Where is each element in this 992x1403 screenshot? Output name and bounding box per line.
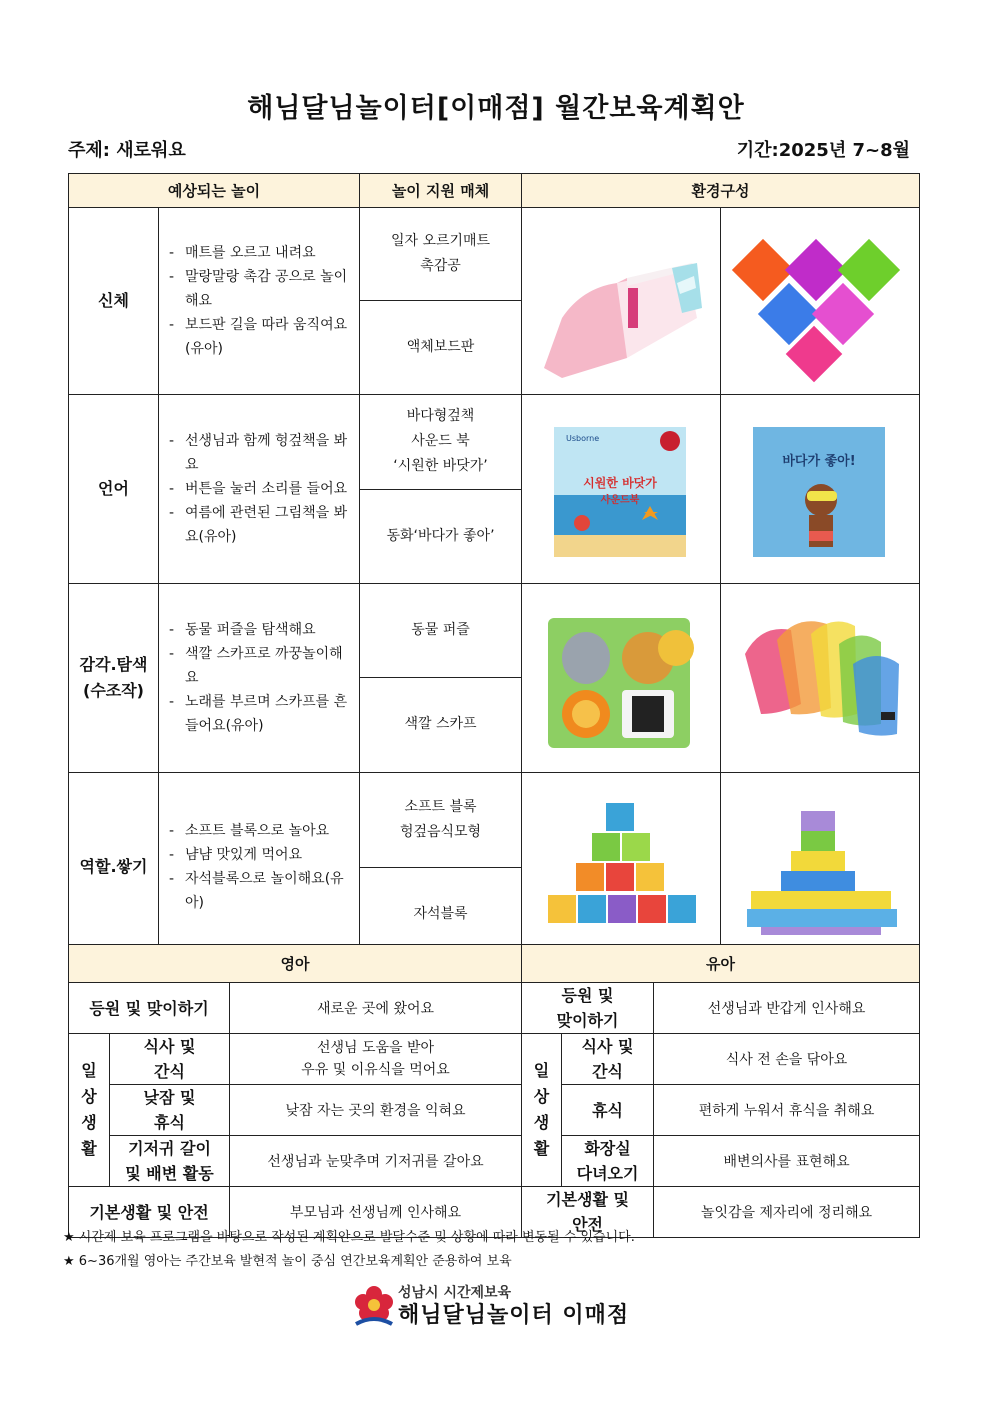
media-physical-bottom: 액체보드판 xyxy=(360,300,522,394)
play-item: - 여름에 관련된 그림책을 봐요(유아) xyxy=(169,501,351,549)
category-physical: 신체 xyxy=(69,208,159,395)
animal-puzzle-icon xyxy=(522,584,721,768)
toddler-daily-life-label: 일 상 생 활 xyxy=(533,1061,550,1158)
header-infant: 영아 xyxy=(69,945,522,983)
note-1: ★ 시간제 보육 프로그램을 바탕으로 작성된 계획안으로 발달수준 및 상황에 따라 변동될 수 있습니다. xyxy=(63,1230,635,1245)
daily-table xyxy=(68,944,920,1238)
media-language-bottom: 동화‘바다가 좋아’ xyxy=(360,489,522,584)
header-toddler: 유아 xyxy=(522,945,920,983)
infant-daily-life-cell xyxy=(69,1034,110,1187)
toddler-arrival-label: 등원 및 맞이하기 xyxy=(522,983,654,1034)
plan-table xyxy=(68,173,920,962)
flower-logo-icon xyxy=(352,1284,396,1328)
infant-basic-label: 기본생활 및 안전 xyxy=(69,1187,230,1238)
infant-basic-text: 부모님과 선생님께 인사해요 xyxy=(230,1187,522,1238)
infant-diaper-label: 기저귀 갈이 및 배변 활동 xyxy=(110,1136,230,1187)
header-media: 놀이 지원 매체 xyxy=(360,174,522,208)
toddler-arrival-text: 선생님과 반갑게 인사해요 xyxy=(654,983,920,1034)
toddler-rest-label: 휴식 xyxy=(562,1085,654,1136)
play-item: - 말랑말랑 촉감 공으로 놀이해요 xyxy=(169,265,351,313)
infant-nap-text: 낮잠 자는 곳의 환경을 익혀요 xyxy=(230,1085,522,1136)
infant-arrival-label: 등원 및 맞이하기 xyxy=(69,983,230,1034)
period-label: 기간:2025년 7~8월 xyxy=(736,140,910,161)
infant-diaper-text: 선생님과 눈맞추며 기저귀를 갈아요 xyxy=(230,1136,522,1187)
play-item: - 동물 퍼즐을 탐색해요 xyxy=(169,618,351,642)
sound-book-icon xyxy=(522,395,721,579)
magnet-blocks-image xyxy=(721,773,920,962)
infant-meal-text: 선생님 도움을 받아 우유 및 이유식을 먹어요 xyxy=(230,1034,522,1085)
play-item: - 자석블록으로 놀이해요(유아) xyxy=(169,867,351,915)
note-2: ★ 6~36개월 영아는 주간보육 발현적 놀이 중심 연간보육계획안 준용하여 보육 xyxy=(63,1254,512,1269)
plays-role-block xyxy=(159,773,360,962)
media-role-bottom: 자석블록 xyxy=(360,867,522,962)
liquid-floor-tile-icon xyxy=(721,208,920,390)
toddler-meal-text: 식사 전 손을 닦아요 xyxy=(654,1034,920,1085)
play-item: - 매트를 오르고 내려요 xyxy=(169,241,351,265)
infant-nap-label: 낮잠 및 휴식 xyxy=(110,1085,230,1136)
infant-daily-life-label: 일 상 생 활 xyxy=(81,1061,97,1158)
toddler-rest-text: 편하게 누워서 휴식을 취해요 xyxy=(654,1085,920,1136)
logo-title: 해님달님놀이터 이매점 xyxy=(398,1303,630,1328)
play-item: - 버튼을 눌러 소리를 들어요 xyxy=(169,477,351,501)
play-item: - 선생님과 함께 헝겊책을 봐요 xyxy=(169,429,351,477)
header-plays: 예상되는 놀이 xyxy=(69,174,360,208)
category-language: 언어 xyxy=(69,395,159,584)
infant-meal-label: 식사 및 간식 xyxy=(110,1034,230,1085)
toddler-daily-life-cell xyxy=(522,1034,562,1187)
toddler-toilet-text: 배변의사를 표현해요 xyxy=(654,1136,920,1187)
book1-publisher: Usborne xyxy=(566,434,600,443)
animal-puzzle-image xyxy=(522,584,721,773)
toddler-basic-text: 놀잇감을 제자리에 정리해요 xyxy=(654,1187,920,1238)
climbing-mat-icon xyxy=(522,208,721,390)
infant-arrival-text: 새로운 곳에 왔어요 xyxy=(230,983,522,1034)
media-role-top: 소프트 블록 헝겊음식모형 xyxy=(360,773,522,868)
toddler-meal-label: 식사 및 간식 xyxy=(562,1034,654,1085)
picture-book-image xyxy=(721,395,920,584)
soft-blocks-image xyxy=(522,773,721,962)
category-sensory: 감각.탐색 (수조작) xyxy=(69,584,159,773)
media-language-top: 바다형겊책 사운드 북 ‘시원한 바닷가’ xyxy=(360,395,522,490)
media-sensory-top: 동물 퍼즐 xyxy=(360,584,522,678)
book1-subtitle: 사운드북 xyxy=(600,495,640,506)
media-physical-top: 일자 오르기매트 촉감공 xyxy=(360,208,522,301)
org-logo xyxy=(352,1282,652,1330)
play-item: - 냠냠 맛있게 먹어요 xyxy=(169,843,351,867)
subject-label: 주제: 새로워요 xyxy=(68,140,186,161)
toddler-basic-label: 기본생활 및 안전 xyxy=(522,1187,654,1238)
media-sensory-bottom: 색깔 스카프 xyxy=(360,677,522,772)
toddler-toilet-label: 화장실 다녀오기 xyxy=(562,1136,654,1187)
liquid-tile-image xyxy=(721,208,920,395)
color-scarf-icon xyxy=(721,584,920,768)
color-scarf-image xyxy=(721,584,920,773)
book2-title: 바다가 좋아! xyxy=(782,454,856,469)
play-item: - 보드판 길을 따라 움직여요(유아) xyxy=(169,313,351,361)
soft-blocks-icon xyxy=(522,773,721,957)
play-item: - 색깔 스카프로 까꿍놀이해요 xyxy=(169,642,351,690)
plays-language xyxy=(159,395,360,584)
category-role-block: 역할.쌓기 xyxy=(69,773,159,962)
sound-book-image xyxy=(522,395,721,584)
magnet-blocks-icon xyxy=(721,773,920,957)
play-item: - 소프트 블록으로 놀아요 xyxy=(169,819,351,843)
book1-title: 시원한 바닷가 xyxy=(583,476,657,490)
plays-sensory xyxy=(159,584,360,773)
play-item: - 노래를 부르며 스카프를 흔들어요(유아) xyxy=(169,690,351,738)
page-title: 해님달님놀이터[이매점] 월간보육계획안 xyxy=(247,93,745,124)
picture-book-icon xyxy=(721,395,920,579)
plays-physical xyxy=(159,208,360,395)
logo-subtitle: 성남시 시간제보육 xyxy=(398,1285,512,1301)
climbing-mat-image xyxy=(522,208,721,395)
header-env: 환경구성 xyxy=(522,174,920,208)
